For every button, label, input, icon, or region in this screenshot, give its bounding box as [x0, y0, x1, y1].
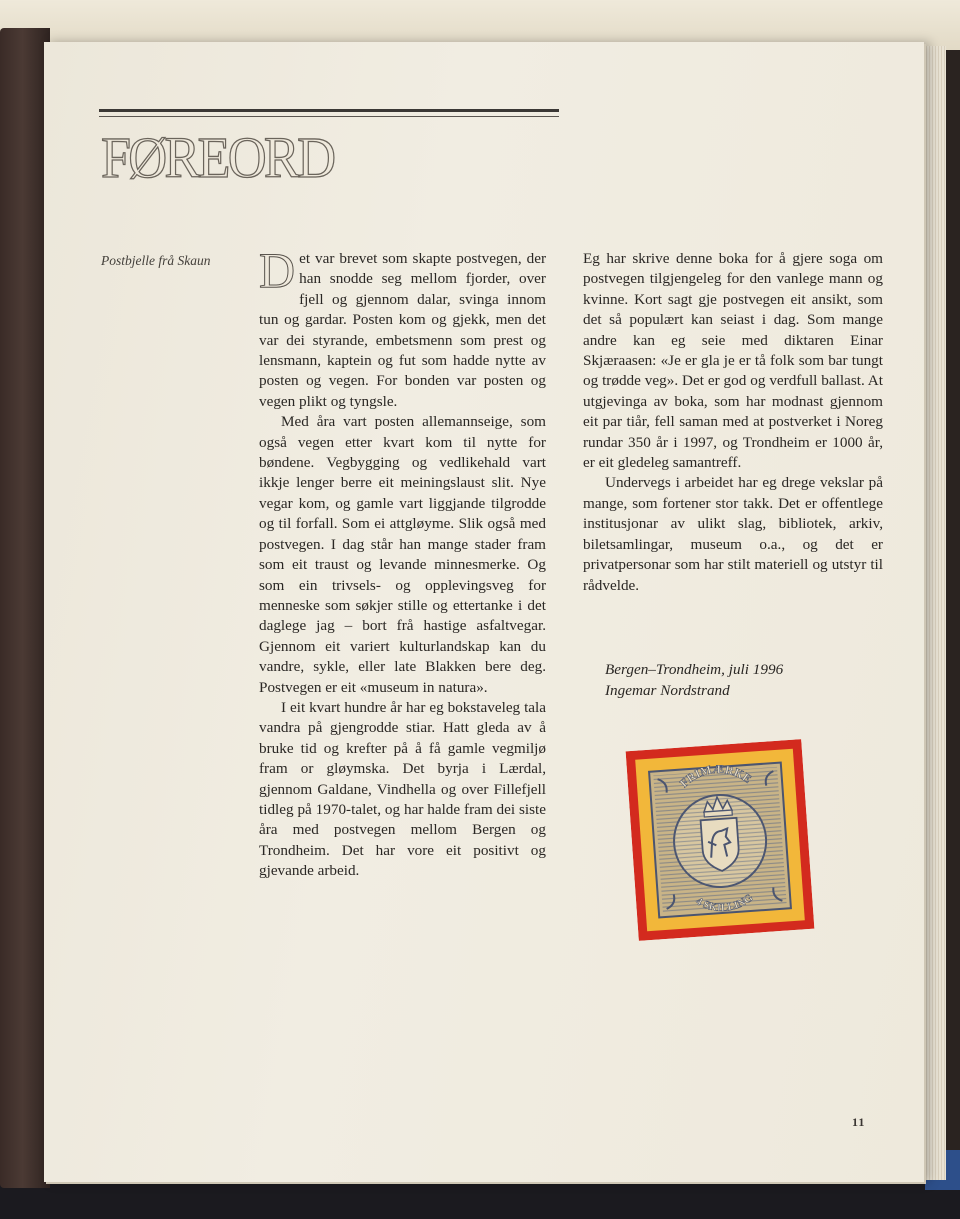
- stamp-illustration: [626, 739, 815, 941]
- paragraph-3: I eit kvart hundre år har eg bokstaveleg tala vandra på gjengrodde stiar. Hatt gleda av å bruke tid og krefter på å få gamle vegmiljø fram or gløymska. Det byrja i Lærdal, gjennom Galdane, Vindhella og over Fillefjell tidleg på 1970-talet, og har halde fram dei siste åra med postvegen mellom Bergen og Trondheim. Det har vore eit positivt og gjevande arbeid.: [259, 698, 546, 880]
- paragraph-1: [259, 242, 546, 412]
- book-cover-edge: [0, 28, 50, 1188]
- margin-caption: Postbjelle frå Skaun: [101, 253, 211, 268]
- paragraph-2: Med åra vart posten allemannseige, som også vegen etter kvart kom til nytte for bøndene. Vegbygging og vedlikehald vart ikkje lenger berre eit meiningslaust slit. Nye vegar kom, og gamle vart liggjande tilgrodde og til forfall. Som ei attgløyme. Slik også med postvegen. I dag står han mange stader fram som eit traust og levande minnesmerke. Og som ein trivsels- og opplevingsveg for menneske som søkjer stille og ettertanke i det daglege jag – bort frå hastige asfaltvegar. Gjennom eit variert kulturlandskap kan du vandre, sykle, eller late Blakken bere deg. Postvegen er eit «museum in natura».: [259, 413, 546, 696]
- page-title: FØREORD: [101, 125, 334, 190]
- page-number: 11: [852, 1115, 866, 1129]
- postage-stamp: [626, 739, 815, 941]
- text-column-right: [583, 249, 883, 596]
- text-column-left: [259, 242, 546, 882]
- page-stack-edge: [924, 46, 946, 1180]
- signature-author: Ingemar Nordstrand: [605, 682, 730, 699]
- signature-place-date: Bergen–Trondheim, juli 1996: [605, 661, 784, 678]
- paragraph-5: Undervegs i arbeidet har eg drege vekslar på mange, som fortener stor takk. Det er offentlege institusjonar av ulikt slag, bibliotek, arkiv, biletsamlingar, museum o.a., og det er privatpersonar som har stilt materiell og utstyr til rådvelde.: [583, 474, 883, 594]
- stamp-bottom-text: 4 SKILLING: [693, 891, 756, 915]
- paragraph-4: Eg har skrive denne boka for å gjere soga om postvegen tilgjengeleg for den vanlege mann og kvinne. Kort sagt gje postvegen eit ansikt, som det så populært kan seiast i dag. Som mange andre kan eg seie med diktaren Einar Skjæraasen: «Je er gla je er tå folk som bar tungt og trødde veg». Det er god og verdfull ballast. At utgjevinga av boka, som har modnast gjennom eit par tiår, fell saman med at postverket i Noreg rundar 350 år i 1997, og Trondheim er 1000 år, er eit gledeleg samantreff.: [583, 250, 883, 472]
- drop-cap: D: [259, 242, 296, 298]
- signature-block: [605, 659, 783, 701]
- title-rule-thin: [99, 116, 559, 117]
- stamp-top-text: FRIMÆRKE: [676, 762, 755, 791]
- title-rule-thick: [99, 109, 559, 112]
- paragraph-1-text: et var brevet som skapte postvegen, der han snodde seg mellom fjorder, over fjell og gjennom dalar, svinga innom tun og gardar. Posten kom og gjekk, men det var dei styrande, embetsmenn som prest og lensmann, kaptein og fut som hadde nytte av posten og vegen. For bonden var posten og vegen plikt og tyngsle.: [259, 250, 546, 410]
